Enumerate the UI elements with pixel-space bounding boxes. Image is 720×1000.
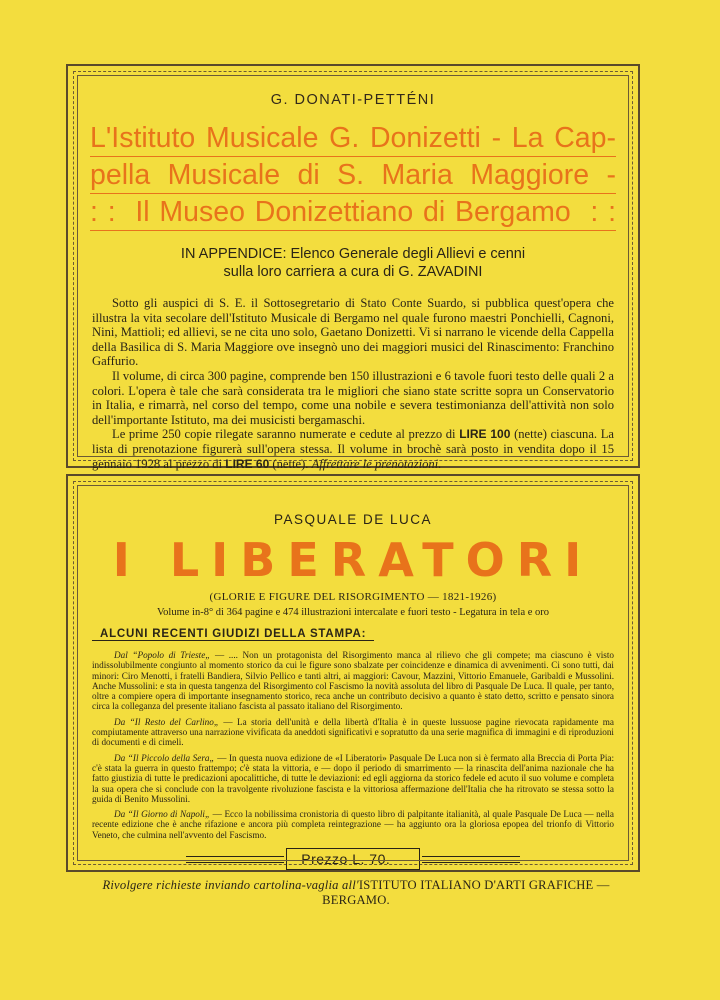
- paragraph-volume: Il volume, di circa 300 pagine, comprende ben 150 illustrazioni e 6 tavole fuori testo delle quali 2 a colori. L'opera è tale che sarà considerata tra le migliori che siano state scritte sopra un Conservatorio in Italia, e rimarrà, nel corso del tempo, come una nobile e severa testimonianza dell'attività non solo dell'importante Istituto, ma dei musicisti bergamaschi.: [92, 368, 614, 427]
- description-body: [84, 296, 622, 471]
- price-paperback: LIRE 60: [225, 456, 270, 471]
- paragraph-pricing: Le prime 250 copie rilegate saranno numerate e cedute al prezzo di LIRE 100 (nette) ciascuna. La lista di prenotazione figurerà sull'opera stessa. Il volume in brochè sarà posto in vendita dopo il 15 gennaio 1928 al prezzo di LIRE 60 (nette). Affrettare le prenotazioni.: [92, 427, 614, 471]
- review-quote: Da “Il Resto del Carlino„ — La storia dell'unità e della libertà d'Italia è in queste lussuose pagine rievocata rapidamente ma compiutamente attraverso una narrazione vivificata da aneddoti significativi e sopratutto da una serie magnifica di immagini e di riproduzioni di documenti e di cimeli.: [92, 716, 614, 748]
- book-subtitle: (GLORIE E FIGURE DEL RISORGIMENTO — 1821-1926): [209, 591, 497, 603]
- price-label: Prezzo L. 70.—: [286, 848, 420, 870]
- review-quote: Da “Il Giorno di Napoli„ — Ecco la nobilissima cronistoria di questo libro di palpitante italianità, al quale Pasquale De Luca — nella recente edizione che è anche rifazione e ancora più completa reintegrazione — ha aggiunto ora la gloriosa epopea del trionfo di Vittorio Veneto, che culmina nell'avvento del Fascismo.: [92, 809, 614, 840]
- order-instructions: Rivolgere richieste inviando cartolina-vaglia all'ISTITUTO ITALIANO D'ARTI GRAFICHE — BERGAMO.: [102, 878, 610, 907]
- price-banner: [84, 848, 622, 870]
- title-line-1: L'Istituto Musicale G. Donizetti - La Cap-: [90, 120, 616, 157]
- top-advertisement-frame: [66, 64, 640, 471]
- appendix-note: [84, 245, 622, 281]
- press-reviews-heading: ALCUNI RECENTI GIUDIZI DELLA STAMPA:: [92, 628, 374, 641]
- reserve-now-note: Affrettare le prenotazioni.: [311, 456, 442, 471]
- title-line-2: pella Musicale di S. Maria Maggiore -: [90, 157, 616, 194]
- author-de-luca: PASQUALE DE LUCA: [273, 512, 433, 527]
- appendix-line-2: sulla loro carriera a cura di G. ZAVADINI: [223, 264, 483, 280]
- review-quote: Da “Il Piccolo della Sera„ — In questa nuova edizione de «I Liberatori» Pasquale De Luca non si è fermato alla Breccia di Porta Pia: c'è stata la guerra in questo frattempo; c'è stata la vittoria, e — dopo il periodo di smarrimento — la rinascita dell'anima nazionale che ha fatto giustizia di tutte le predicazioni apocalittiche, di tutte le deviazioni: ed egli aggiorna da storico fedele ed acuto il suo volume e completa la sua opera che si conclude con la travolgente rivoluzione fascista e la vittoriosa affermazione dell'Italia che ha ritrovato se stessa sotto la guida di Benito Mussolini.: [92, 752, 614, 804]
- book-title-istituto-musicale: [84, 120, 622, 231]
- author-donati-petteni: G. DONATI-PETTÉNI: [270, 92, 436, 108]
- title-line-3: : : Il Museo Donizettiano di Bergamo : :: [90, 194, 616, 231]
- price-rule-left: [186, 856, 284, 863]
- appendix-line-1: IN APPENDICE: Elenco Generale degli Allievi e cenni: [180, 246, 526, 262]
- price-bound-copies: LIRE 100: [459, 427, 511, 442]
- paragraph-auspices: Sotto gli auspici di S. E. il Sottosegretario di Stato Conte Suardo, si pubblica quest'opera che illustra la vita secolare dell'Istituto Musicale di Bergamo nel quale furono maestri Ponchielli, Cagnoni, Nini, Mattioli; ed allievi, se ne cita uno solo, Gaetano Donizetti. Vi si narrano le vicende della Cappella della Basilica di S. Maria Maggiore ove insegnò uno dei maggiori musici del Rinascimento: Franchino Gaffurio.: [92, 296, 614, 369]
- price-rule-right: [422, 856, 520, 863]
- book-title-liberatori: I LIBERATORI: [112, 533, 594, 587]
- press-reviews: [84, 650, 622, 840]
- bottom-advertisement-frame: [66, 474, 640, 872]
- review-quote: Dal “Popolo di Trieste„ — .... Non un protagonista del Risorgimento manca al rilievo che gli compete; ma ciascuno è visto indissolubilmente congiunto al momento storico da cui le figure sono sbalzate per coincidenze e dinamica di avvenimenti. Ci sono tutti, dai minori: Ciro Menotti, i fratelli Bandiera, Silvio Pellico e tanti altri, ai maggiori: Cavour, Mazzini, Vittorio Emanuele, Garibaldi e Mussolini. Anche Mussolini: e sta in questa tangenza del Risorgimento col Fascismo la novità assoluta del libro di Pasquale De Luca. Il quale, per tanto, oltre a compiere opera di importante insegnamento storico, reca anche un contributo decisivo a quanto è stato detto, scritto e pensato sinora circa la colleganza del presente italiano fascista al passato italiano del Risorgimento.: [92, 650, 615, 712]
- volume-info: Volume in-8° di 364 pagine e 474 illustrazioni intercalate e fuori testo - Legatura in tela e oro: [156, 607, 550, 618]
